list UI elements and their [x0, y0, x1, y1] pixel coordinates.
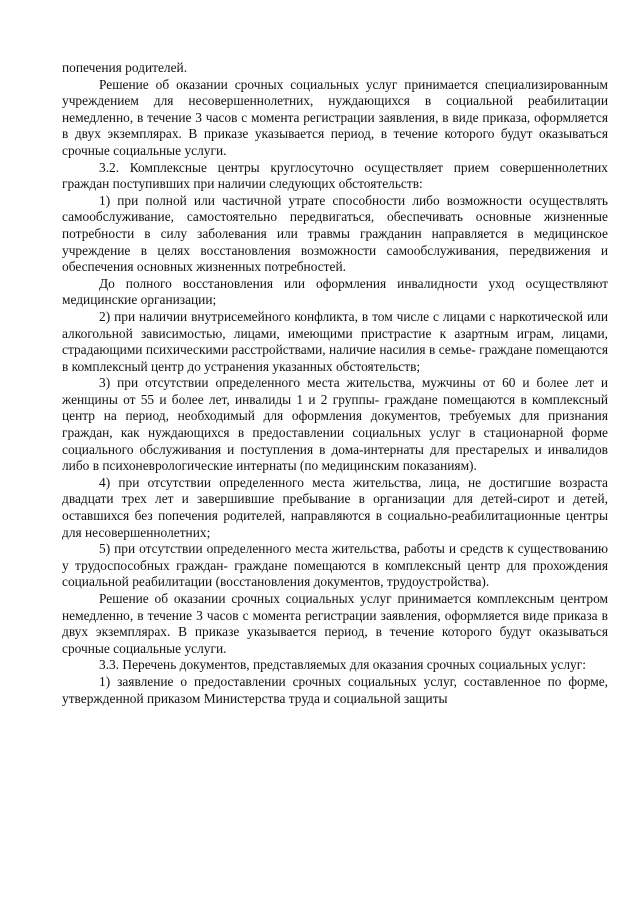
- paragraph-document-item-1: 1) заявление о предоставлении срочных социальных услуг, составленное по форме, утвержденной приказом Министерства труда и социальной защиты: [62, 673, 608, 706]
- paragraph-item-5: 5) при отсутствии определенного места жительства, работы и средств к существованию у трудоспособных граждан- граждане помещаются в комплексный центр для прохождения социальной реабилитации (восстановления документов, трудоустройства).: [62, 541, 608, 590]
- paragraph-continuation: попечения родителей.: [62, 60, 188, 75]
- paragraph-item-1: 1) при полной или частичной утрате способности либо возможности осуществлять самообслуживание, самостоятельно передвигаться, обеспечивать основные жизненные потребности в силу заболевания или травмы гражданин направляется в медицинское учреждение в целях восстановления возможности самообслуживания, передвижения и обеспечения основных жизненных потребностей.: [62, 192, 608, 275]
- paragraph-item-3: 3) при отсутствии определенного места жительства, мужчины от 60 и более лет и женщины от 55 и более лет, инвалиды 1 и 2 группы- граждане помещаются в комплексный центр на период, необходимый для оформления документов, требуемых для признания граждан, как нуждающихся в предоставлении социальных услуг в стационарной форме социального обслуживания и поступления в дома-интернаты для престарелых и инвалидов либо в психоневрологические интернаты (по медицинским показаниям).: [62, 375, 608, 474]
- paragraph-decision-complex-center: Решение об оказании срочных социальных услуг принимается комплексным центром немедленно, в течение 3 часов с момента регистрации заявления, оформляется виде приказа в двух экземплярах. В приказе указывается период, в течение которого будут оказываться срочные социальные услуги.: [62, 591, 608, 656]
- paragraph-section-3-2: 3.2. Комплексные центры круглосуточно осуществляет прием совершеннолетних граждан поступивших при наличии следующих обстоятельств:: [62, 159, 608, 192]
- paragraph-section-3-3: 3.3. Перечень документов, представляемых для оказания срочных социальных услуг:: [99, 657, 586, 673]
- document-page: [62, 60, 608, 707]
- paragraph-item-4: 4) при отсутствии определенного места жительства, лица, не достигшие возраста двадцати трех лет и завершившие пребывание в организации для детей-сирот и детей, оставшихся без попечения родителей, направляются в социально-реабилитационные центры для несовершеннолетних;: [62, 474, 608, 540]
- paragraph-item-2: 2) при наличии внутрисемейного конфликта, в том числе с лицами с наркотической или алкогольной зависимостью, лицами, имеющими пристрастие к азартным играм, лицами, страдающими психическими расстройствами, наличие насилия в семье- граждане помещаются в комплексный центр до устранения указанных обстоятельств;: [62, 308, 608, 374]
- paragraph-decision-specialized: Решение об оказании срочных социальных услуг принимается специализированным учреждением для несовершеннолетних, нуждающихся в социальной реабилитации немедленно, в течение 3 часов с момента регистрации заявления, в виде приказа, оформляется в двух экземплярах. В приказе указывается период, в течение которого будут оказываться срочные социальные услуги.: [62, 76, 608, 158]
- paragraph-until-recovery: До полного восстановления или оформления инвалидности уход осуществляют медицинские организации;: [62, 275, 608, 308]
